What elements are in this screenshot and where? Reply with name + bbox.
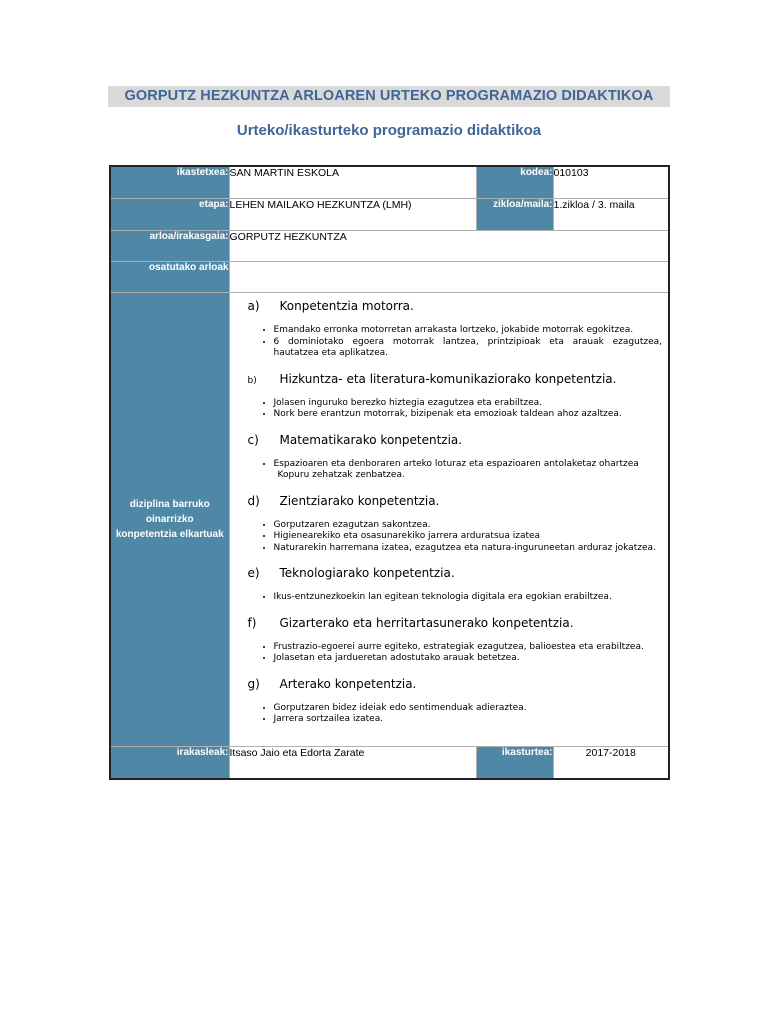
competency-item: • Ikus-entzunezkoekin lan egitean teknologia digitala era egokian erabiltzea.: [274, 592, 663, 604]
kodea-value: 010103: [553, 166, 669, 199]
osatutako-value: [229, 262, 669, 293]
competency-item: • Higienearekiko eta osasunarekiko jarrera arduratsua izatea: [274, 531, 663, 543]
zikloa-value: 1.zikloa / 3. maila: [553, 199, 669, 231]
competency-letter: d): [247, 493, 260, 508]
competency-block: [248, 494, 663, 555]
competency-item: • 6 dominiotako egoera motorrak lantzea, printzipioak eta arauak ezagutzea, hautatzea eta aplikatzea.: [274, 337, 663, 360]
ikasturtea-value: 2017-2018: [553, 746, 669, 779]
ikastetxea-label: ikastetxea:: [110, 166, 229, 199]
competency-block: [248, 566, 663, 604]
competency-title: Zientziarako konpetentzia.: [279, 493, 440, 508]
competency-letter: e): [247, 566, 260, 580]
competency-block: [248, 433, 663, 482]
competencies-cell: [229, 293, 669, 747]
competency-letter: g): [247, 676, 260, 691]
ikasturtea-label: ikasturtea:: [476, 746, 553, 779]
competency-title: Teknologiarako konpetentzia.: [279, 566, 455, 580]
etapa-value: LEHEN MAILAKO HEZKUNTZA (LMH): [229, 199, 476, 231]
competency-items: [248, 398, 663, 421]
competency-letter: f): [247, 615, 257, 630]
kodea-label: kodea:: [476, 166, 553, 199]
etapa-label: etapa:: [110, 199, 229, 231]
competencies-list: [230, 293, 669, 746]
competency-items: [248, 592, 663, 604]
zikloa-label: zikloa/maila:: [476, 199, 553, 231]
competency-title: Matematikarako konpetentzia.: [279, 432, 463, 447]
competency-item: • Naturarekin harremana izatea, ezagutzea eta natura-inguruneetan arduraz jokatzea.: [274, 543, 663, 555]
irakasleak-label: irakasleak:: [110, 746, 229, 779]
competency-item: • Gorputzaren bidez ideiak edo sentimenduak adieraztea.: [274, 703, 663, 715]
competency-item: • Gorputzaren ezagutzan sakontzea.: [274, 520, 663, 532]
osatutako-label: osatutako arloak: [110, 262, 229, 293]
row-osatutako: [110, 262, 669, 293]
competency-heading: [248, 677, 663, 691]
competency-heading: [248, 299, 663, 313]
document-subtitle: Urteko/ikasturteko programazio didaktikoa: [236, 122, 542, 139]
competency-block: [248, 677, 663, 726]
competency-item: • Espazioaren eta denboraren arteko loturaz eta espazioaren antolaketaz ohartzea: [274, 459, 663, 471]
competency-letter: c): [247, 432, 259, 447]
competency-title: Hizkuntza- eta literatura-komunikaziorako konpetentzia.: [279, 371, 617, 386]
competency-items: [248, 520, 663, 555]
competency-block: [248, 616, 663, 665]
competency-letter: a): [247, 299, 260, 313]
competency-title: Gizarterako eta herritartasunerako konpetentzia.: [279, 615, 574, 630]
competency-item: • Nork bere erantzun motorrak, bizipenak eta emozioak taldean ahoz azaltzea.: [274, 409, 663, 421]
competency-heading: [248, 566, 663, 580]
arloa-label: arloa/irakasgaia:: [110, 231, 229, 262]
arloa-value: GORPUTZ HEZKUNTZA: [229, 231, 669, 262]
diziplina-label: diziplina barruko oinarrizko konpetentzia elkartuak: [110, 293, 229, 747]
row-ikastetxea: [110, 166, 669, 199]
program-table: [109, 165, 670, 780]
ikastetxea-value: SAN MARTIN ESKOLA: [229, 166, 476, 199]
competency-item: • Frustrazio-egoerei aurre egiteko, estrategiak ezagutzea, balioestea eta erabiltzea.: [274, 642, 663, 654]
row-etapa: [110, 199, 669, 231]
competency-letter: b): [247, 375, 257, 386]
competency-items: [248, 642, 663, 665]
document-title: GORPUTZ HEZKUNTZA ARLOAREN URTEKO PROGRAMAZIO DIDAKTIKOA: [108, 86, 670, 107]
competency-heading: [248, 433, 663, 447]
competency-item: • Emandako erronka motorretan arrakasta lortzeko, jokabide motorrak egokitzea.: [274, 325, 663, 337]
competency-title: Arterako konpetentzia.: [279, 676, 417, 691]
competency-item: • Jolasetan eta jardueretan adostutako arauak betetzea.: [274, 653, 663, 665]
competency-block: [248, 299, 663, 360]
competency-block: [248, 372, 663, 421]
row-irakasleak: [110, 746, 669, 779]
row-arloa: [110, 231, 669, 262]
competency-item: • Jarrera sortzailea izatea.: [274, 714, 663, 726]
competency-item-extra: Kopuru zehatzak zenbatzea.: [277, 470, 405, 480]
competency-items: [248, 459, 663, 482]
competency-heading: [248, 616, 663, 630]
competency-heading: [248, 494, 663, 508]
competency-items: [248, 325, 663, 360]
competency-item: • Jolasen inguruko berezko hiztegia ezagutzea eta erabiltzea.: [274, 398, 663, 410]
row-diziplina: [110, 293, 669, 747]
competency-title: Konpetentzia motorra.: [279, 299, 414, 313]
competency-heading: [248, 372, 663, 386]
competency-items: [248, 703, 663, 726]
irakasleak-value: Itsaso Jaio eta Edorta Zarate: [229, 746, 476, 779]
